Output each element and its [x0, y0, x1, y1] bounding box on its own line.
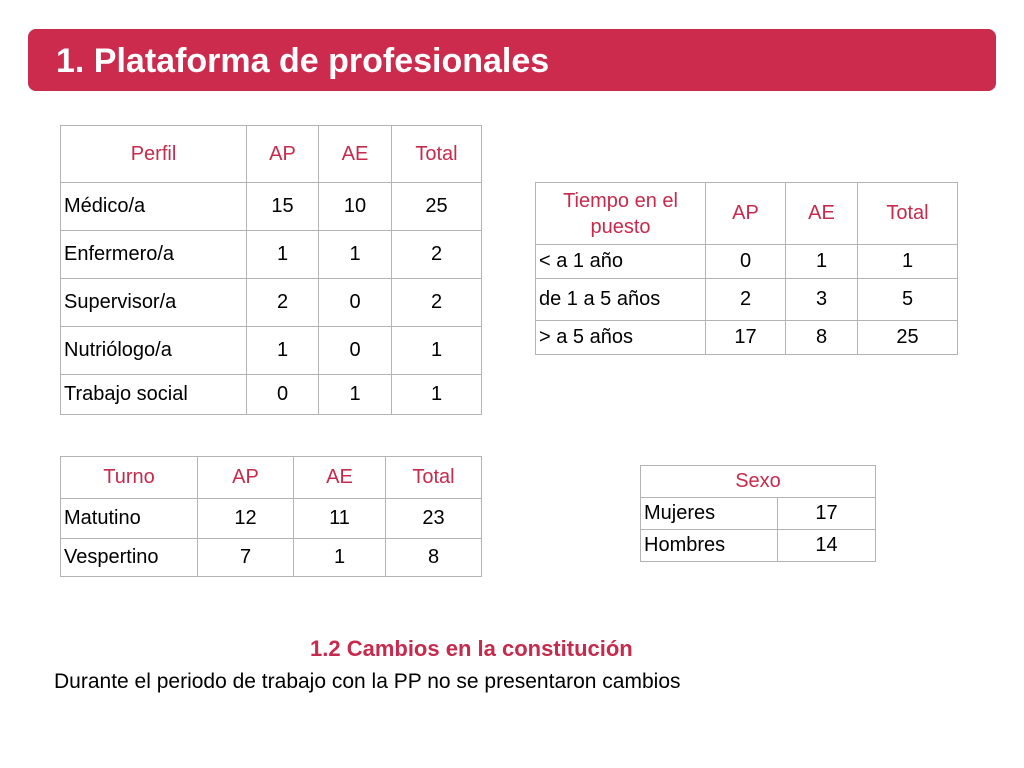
turno-header-ae: AE — [294, 457, 386, 499]
tiempo-header-total: Total — [858, 183, 958, 245]
table-cell: < a 1 año — [536, 245, 706, 279]
table-cell: 23 — [386, 499, 482, 539]
table-row — [61, 231, 482, 279]
table-cell: Hombres — [641, 530, 778, 562]
table-cell: Trabajo social — [61, 375, 247, 415]
table-row — [536, 321, 958, 355]
tiempo-header-tiempo: Tiempo en el puesto — [536, 183, 706, 245]
table-row — [641, 530, 876, 562]
perfil-header-total: Total — [392, 126, 482, 183]
title-bar — [28, 29, 996, 91]
turno-header-row — [61, 457, 482, 499]
table-cell: Matutino — [61, 499, 198, 539]
table-cell: 2 — [392, 231, 482, 279]
table-cell: 25 — [858, 321, 958, 355]
perfil-header-row — [61, 126, 482, 183]
table-row — [536, 245, 958, 279]
table-cell: 1 — [858, 245, 958, 279]
table-cell: 2 — [706, 279, 786, 321]
table-cell: 17 — [706, 321, 786, 355]
table-cell: 0 — [319, 279, 392, 327]
table-cell: Mujeres — [641, 498, 778, 530]
table-cell: 5 — [858, 279, 958, 321]
table-cell: Supervisor/a — [61, 279, 247, 327]
tiempo-header-row — [536, 183, 958, 245]
perfil-header-ap: AP — [247, 126, 319, 183]
table-cell: 17 — [778, 498, 876, 530]
table-cell: 0 — [319, 327, 392, 375]
tiempo-header-ae: AE — [786, 183, 858, 245]
table-row — [61, 375, 482, 415]
table-row — [61, 499, 482, 539]
table-cell: 3 — [786, 279, 858, 321]
table-cell: 10 — [319, 183, 392, 231]
table-row — [641, 498, 876, 530]
table-cell: 8 — [786, 321, 858, 355]
table-cell: 14 — [778, 530, 876, 562]
table-cell: Nutriólogo/a — [61, 327, 247, 375]
sexo-header: Sexo — [641, 466, 876, 498]
perfil-header-perfil: Perfil — [61, 126, 247, 183]
table-cell: 1 — [294, 539, 386, 577]
table-row — [61, 279, 482, 327]
table-cell: 2 — [247, 279, 319, 327]
tiempo-header-ap: AP — [706, 183, 786, 245]
page-title: 1. Plataforma de profesionales — [56, 42, 550, 80]
table-cell: 1 — [392, 327, 482, 375]
turno-table — [60, 456, 482, 577]
turno-header-ap: AP — [198, 457, 294, 499]
table-cell: de 1 a 5 años — [536, 279, 706, 321]
table-row — [536, 279, 958, 321]
table-cell: 25 — [392, 183, 482, 231]
table-cell: 1 — [247, 327, 319, 375]
table-cell: 2 — [392, 279, 482, 327]
turno-header-total: Total — [386, 457, 482, 499]
table-cell: 0 — [247, 375, 319, 415]
table-cell: 8 — [386, 539, 482, 577]
table-cell: 15 — [247, 183, 319, 231]
table-cell: 7 — [198, 539, 294, 577]
table-cell: Vespertino — [61, 539, 198, 577]
table-cell: 0 — [706, 245, 786, 279]
table-row — [61, 327, 482, 375]
turno-header-turno: Turno — [61, 457, 198, 499]
sexo-table — [640, 465, 876, 562]
section-subtitle: 1.2 Cambios en la constitución — [310, 636, 633, 661]
table-row — [61, 183, 482, 231]
table-cell: 12 — [198, 499, 294, 539]
perfil-table — [60, 125, 482, 415]
tiempo-table — [535, 182, 958, 355]
table-cell: 1 — [392, 375, 482, 415]
table-cell: 1 — [319, 375, 392, 415]
section-text: Durante el periodo de trabajo con la PP no se presentaron cambios — [54, 670, 681, 693]
perfil-header-ae: AE — [319, 126, 392, 183]
table-cell: 1 — [786, 245, 858, 279]
table-cell: 11 — [294, 499, 386, 539]
sexo-header-row — [641, 466, 876, 498]
table-cell: 1 — [247, 231, 319, 279]
table-cell: Enfermero/a — [61, 231, 247, 279]
table-row — [61, 539, 482, 577]
table-cell: 1 — [319, 231, 392, 279]
table-cell: Médico/a — [61, 183, 247, 231]
table-cell: > a 5 años — [536, 321, 706, 355]
